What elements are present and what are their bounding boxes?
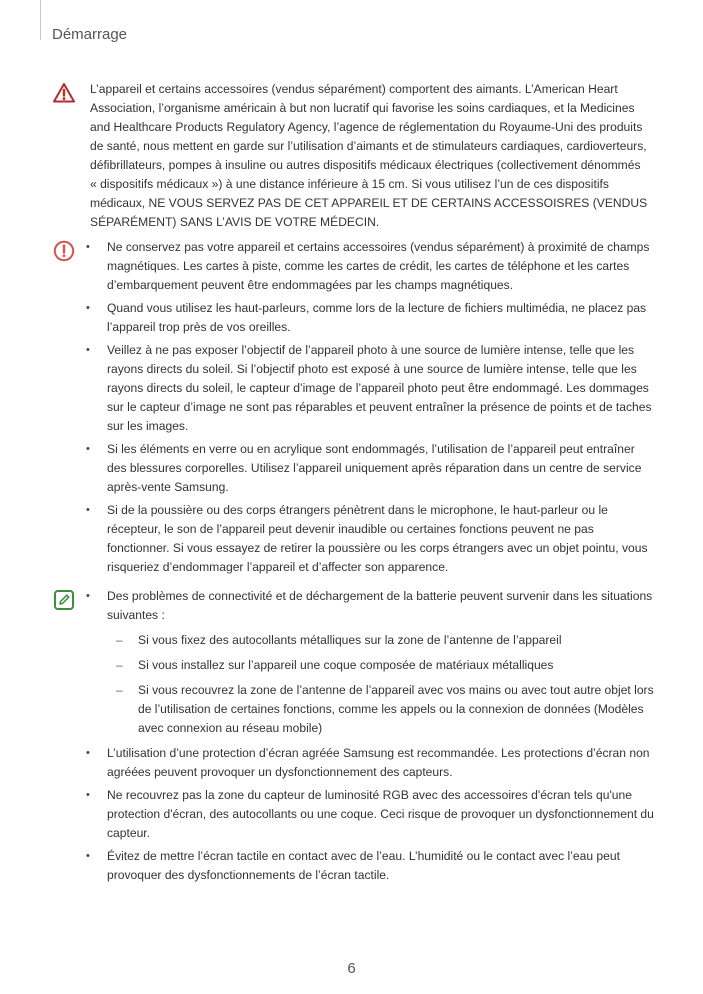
sub-list-item: – Si vous recouvrez la zone de l’antenne de l’appareil avec vos mains ou avec tout autre objet lors de l’utilisation de certaines fonctions, comme les appels ou la connexion de données (Modèles avec connexion au réseau mobile): [107, 681, 656, 738]
list-item: • Évitez de mettre l’écran tactile en contact avec de l’eau. L’humidité ou le contact avec l’eau peut provoquer des dysfonctionnements de l’écran tactile.: [86, 847, 656, 885]
list-item: • Quand vous utilisez les haut-parleurs, comme lors de la lecture de fichiers multimédia, ne placez pas l’appareil trop près de vos oreilles.: [86, 299, 656, 337]
list-item: • L’utilisation d’une protection d’écran agréée Samsung est recommandée. Les protections d’écran non agréées peuvent provoquer un dysfonctionnement des capteurs.: [86, 744, 656, 782]
sub-list-item: – Si vous installez sur l’appareil une coque composée de matériaux métalliques: [107, 656, 656, 675]
caution-list: [86, 238, 656, 581]
section-header: Démarrage: [52, 26, 128, 43]
sub-list-item: – Si vous fixez des autocollants métalliques sur la zone de l’antenne de l’appareil: [107, 631, 656, 650]
note-sublist: [107, 631, 656, 738]
note-pencil-icon: [53, 589, 75, 611]
margin-rule: [40, 0, 41, 40]
note-intro: Des problèmes de connectivité et de déchargement de la batterie peuvent survenir dans les situations suivantes :: [107, 589, 653, 622]
list-item: • Si les éléments en verre ou en acrylique sont endommagés, l’utilisation de l’appareil peut entraîner des blessures corporelles. Utilisez l’appareil uniquement après réparation dans un centre de service après-vente Samsung.: [86, 440, 656, 497]
list-item: • Ne recouvrez pas la zone du capteur de luminosité RGB avec des accessoires d'écran tels qu'une protection d'écran, des autocollants ou une coque. Ceci risque de provoquer un dysfonctionnement du capteur.: [86, 786, 656, 843]
warning-text: L’appareil et certains accessoires (vendus séparément) comportent des aimants. L’American Heart Association, l’organisme américain à but non lucratif qui favorise les soins cardiaques, et la Medicines and Healthcare Products Regulatory Agency, l’agence de réglementation du Royaume-Uni des produits de santé, nous mettent en garde sur l’utilisation d’aimants et de stimulateurs cardiaques, cardioverteurs, défibrillateurs, pompes à insuline ou autres dispositifs médicaux électriques (collectivement dénommés « dispositifs médicaux ») à une distance inférieure à 15 cm. Si vous utilisez l’un de ces dispositifs médicaux, NE VOUS SERVEZ PAS DE CET APPAREIL ET DE CERTAINS ACCESSOISRES (VENDUS SÉPARÉMENT) SANS L’AVIS DE VOTRE MÉDECIN.: [90, 82, 648, 229]
caution-exclamation-icon: [53, 240, 75, 262]
list-item: [86, 587, 656, 738]
warning-triangle-icon: [53, 82, 75, 104]
list-item: • Ne conservez pas votre appareil et certains accessoires (vendus séparément) à proximité de champs magnétiques. Les cartes à piste, comme les cartes de crédit, les cartes de téléphone et les cartes d’embarquement peuvent être endommagées par les champs magnétiques.: [86, 238, 656, 295]
list-item: • Veillez à ne pas exposer l’objectif de l’appareil photo à une source de lumière intense, telle que les rayons directs du soleil. Si l’objectif photo est exposé à une source de lumière intense, telle que les rayons directs du soleil, le capteur d’image de l’appareil photo peut être endommagé. Les dommages sur le capteur d’image ne sont pas réparables et peuvent entraîner la présence de points et de taches sur les images.: [86, 341, 656, 436]
list-item: • Si de la poussière ou des corps étrangers pénètrent dans le microphone, le haut-parleur ou le récepteur, le son de l’appareil peut devenir inaudible ou certaines fonctions peuvent ne pas fonctionner. Si vous essayez de retirer la poussière ou les corps étrangers avec un objet pointu, vous risqueriez d’endommager l’appareil et d’affecter son apparence.: [86, 501, 656, 577]
page-number: 6: [347, 960, 356, 977]
note-list: [86, 587, 656, 889]
